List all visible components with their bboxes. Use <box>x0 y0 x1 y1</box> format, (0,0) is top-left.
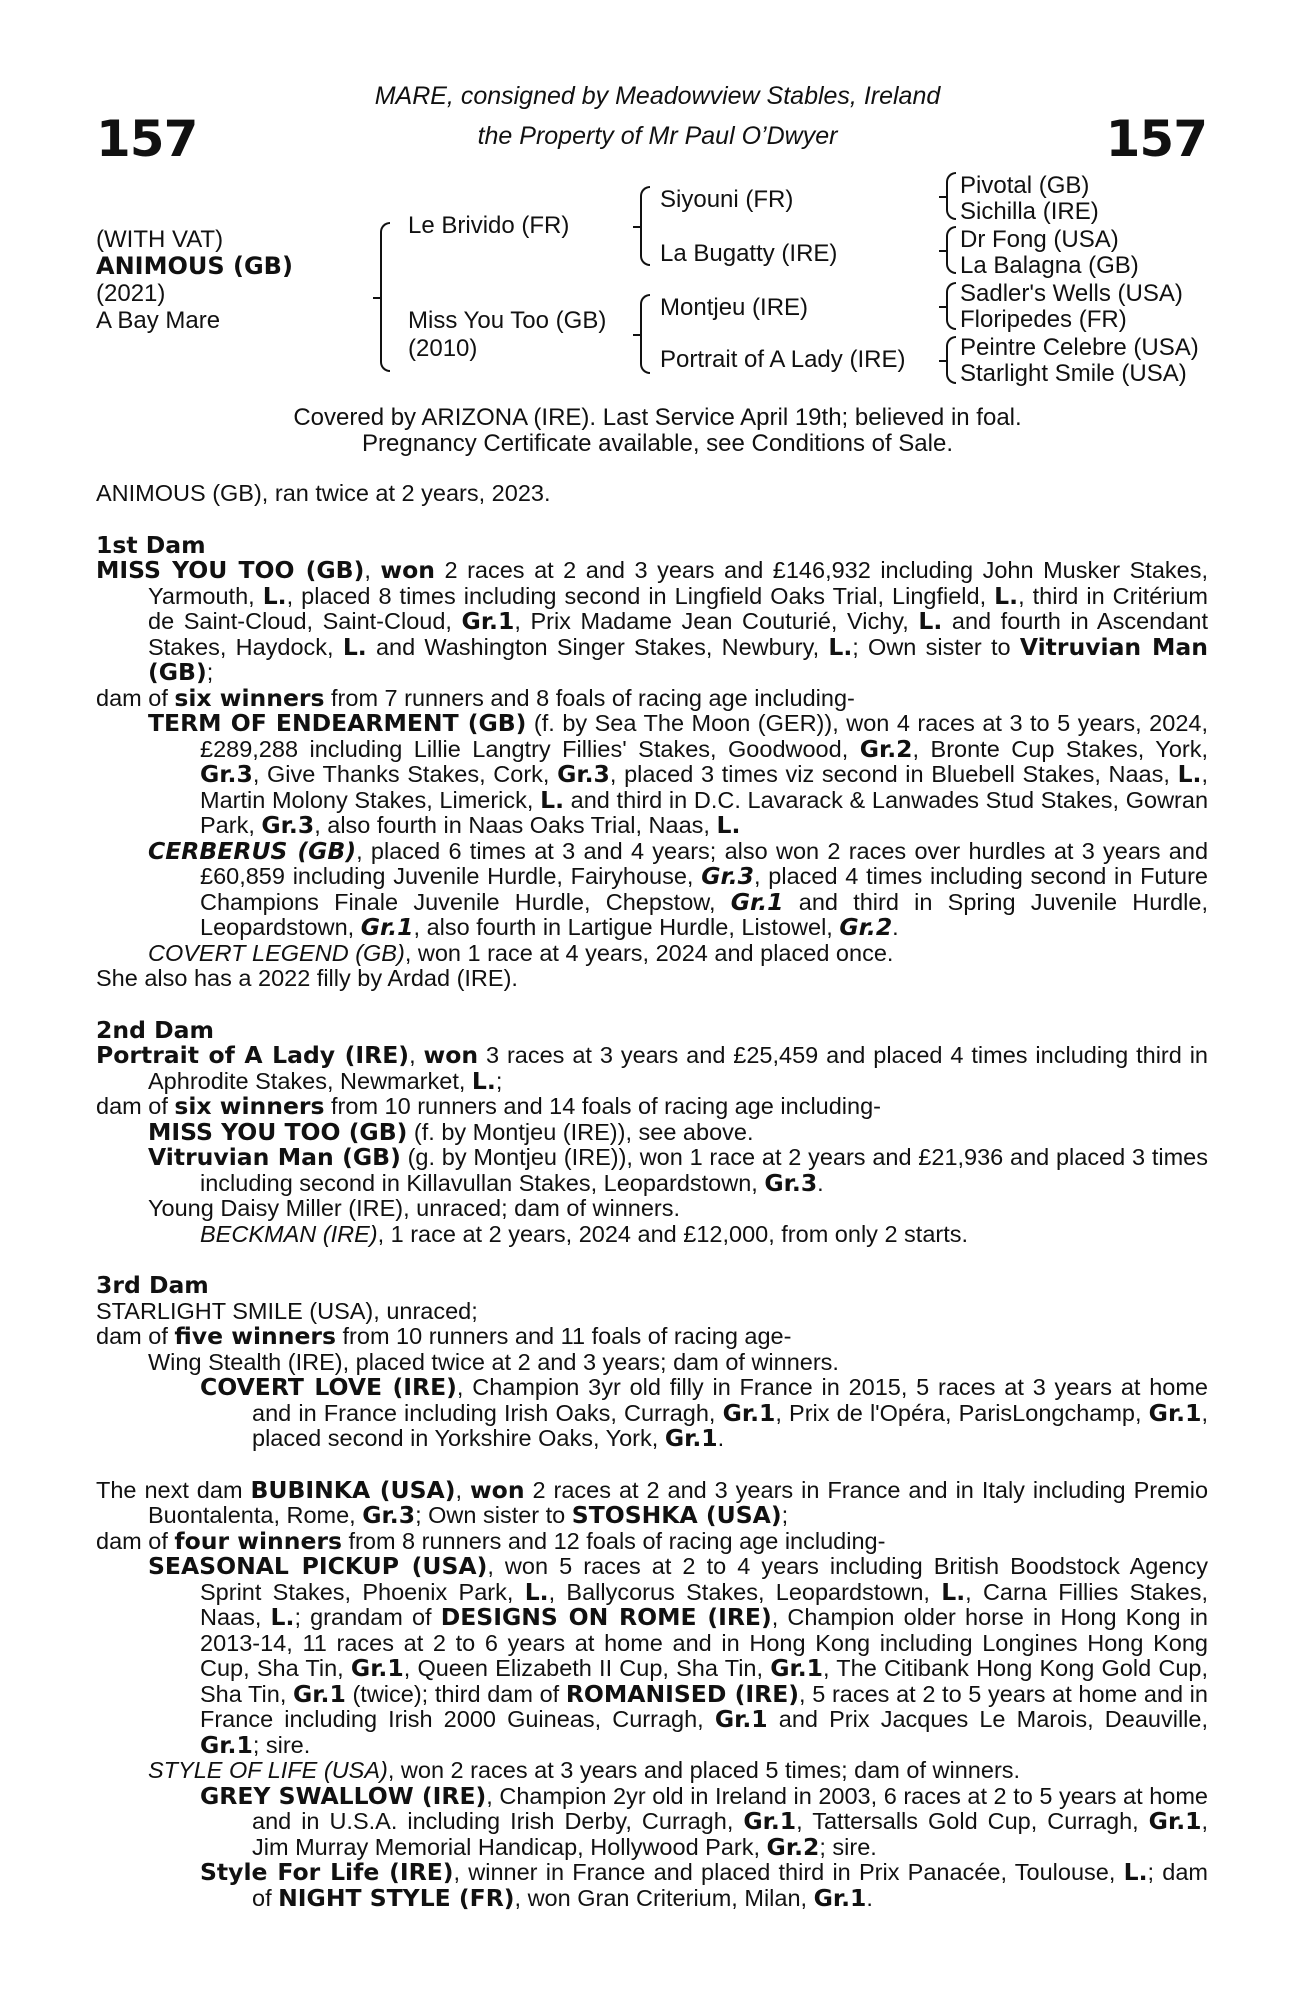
produce-wing-stealth: Wing Stealth (IRE), placed twice at 2 and 3 years; dam of winners. <box>148 1348 839 1375</box>
pedigree-sdd: La Balagna (GB) <box>960 252 1139 279</box>
pedigree-brace-sd <box>946 226 956 274</box>
next-dam-produce-summary: dam of four winners from 8 runners and 12 foals of racing age including- <box>96 1526 886 1555</box>
pedigree-dsd: Floripedes (FR) <box>960 306 1127 333</box>
pedigree-brace-main <box>380 222 390 372</box>
pedigree-brace-ss <box>946 172 956 220</box>
pedigree-sire-dam: La Bugatty (IRE) <box>660 240 838 267</box>
produce-miss-you-too: MISS YOU TOO (GB) (f. by Montjeu (IRE)), see above. <box>148 1117 754 1146</box>
vat-label: (WITH VAT) <box>96 226 224 253</box>
lot-number-left: 157 <box>96 110 198 168</box>
second-dam-produce-summary: dam of six winners from 10 runners and 14 foals of racing age including- <box>96 1092 881 1120</box>
horse-identity <box>96 226 293 334</box>
next-dam-entry: The next dam BUBINKA (USA), won 2 races at 2 and 3 years in France and in Italy including Premio Buontalenta, Rome, Gr.3; Own sister to STOSHKA (USA); <box>96 1475 1209 1529</box>
owner-line: the Property of Mr Paul O’Dwyer <box>477 122 838 150</box>
horse-year: (2021) <box>96 280 166 307</box>
pedigree-brace-sire <box>640 186 650 266</box>
produce-seasonal-pickup: SEASONAL PICKUP (USA), won 5 races at 2 to 4 years including British Boodstock Agency Sprint Stakes, Phoenix Park, L., Ballycorus Stakes, Leopardstown, L., Carna Fillies Stakes, Naas, L.; grandam of DESIGNS ON ROME (IRE), Champion older horse in Hong Kong in 2013-14, 11 races at 2 to 6 years at home and in Hong Kong including Longines Hong Kong Cup, Sha Tin, Gr.1, Queen Elizabeth II Cup, Sha Tin, Gr.1, The Citibank Hong Kong Gold Cup, Sha Tin, Gr.1 (twice); third dam of ROMANISED (IRE), 5 races at 2 to 5 years at home and in France including Irish 2000 Guineas, Curragh, Gr.1 and Prix Jacques Le Marois, Deauville, Gr.1; sire. <box>148 1552 1208 1759</box>
pedigree-dam-sire: Montjeu (IRE) <box>660 294 809 321</box>
produce-style-of-life: STYLE OF LIFE (USA), won 2 races at 3 years and placed 5 times; dam of winners. <box>148 1757 1021 1783</box>
pedigree-dds: Peintre Celebre (USA) <box>960 334 1199 361</box>
pedigree-sds: Dr Fong (USA) <box>960 226 1119 253</box>
produce-grey-swallow: GREY SWALLOW (IRE), Champion 2yr old in Ireland in 2003, 6 races at 2 to 5 years at home and in U.S.A. including Irish Derby, Curragh, Gr.1, Tattersalls Gold Cup, Curragh, Gr.1, Jim Murray Memorial Handicap, Hollywood Park, Gr.2; sire. <box>200 1781 1209 1861</box>
consignor-line: MARE, consigned by Meadowview Stables, Ireland <box>374 82 941 110</box>
pedigree-brace-ds <box>946 282 956 330</box>
produce-covert-love: COVERT LOVE (IRE), Champion 3yr old filly in France in 2015, 5 races at 3 years at home and in France including Irish Oaks, Curragh, Gr.1, Prix de l'Opéra, ParisLongchamp, Gr.1, placed second in Yorkshire Oaks, York, Gr.1. <box>200 1373 1208 1452</box>
lot-number-right: 157 <box>1105 110 1207 168</box>
first-dam-also-note: She also has a 2022 filly by Ardad (IRE). <box>96 965 518 991</box>
first-dam-produce-summary: dam of six winners from 7 runners and 8 foals of racing age including- <box>96 683 855 712</box>
pedigree-dam: Miss You Too (GB) <box>408 307 607 334</box>
pedigree-dss: Sadler's Wells (USA) <box>960 280 1183 307</box>
first-dam-heading: 1st Dam <box>96 530 206 559</box>
third-dam-entry: STARLIGHT SMILE (USA), unraced; <box>96 1297 478 1324</box>
pedigree-dam-year: (2010) <box>408 335 478 362</box>
produce-term-of-endearment: TERM OF ENDEARMENT (GB) (f. by Sea The Moon (GER)), won 4 races at 3 to 5 years, 2024, £289,288 including Lillie Langtry Fillies' Stakes, Goodwood, Gr.2, Bronte Cup Stakes, York, Gr.3, Give Thanks Stakes, Cork, Gr.3, placed 3 times viz second in Bluebell Stakes, Naas, L., Martin Molony Stakes, Limerick, L. and third in D.C. Lavarack & Lanwades Stud Stakes, Gowran Park, Gr.3, also fourth in Naas Oaks Trial, Naas, L. <box>148 709 1209 839</box>
produce-covert-legend: COVERT LEGEND (GB), won 1 race at 4 years, 2024 and placed once. <box>148 939 894 966</box>
third-dam-heading: 3rd Dam <box>96 1271 209 1299</box>
second-dam-heading: 2nd Dam <box>96 1015 214 1044</box>
pedigree-ssd: Sichilla (IRE) <box>960 198 1099 225</box>
covered-note-line1: Covered by ARIZONA (IRE). Last Service April 19th; believed in foal. <box>293 404 1022 431</box>
produce-young-daisy-miller: Young Daisy Miller (IRE), unraced; dam of winners. <box>148 1195 681 1221</box>
produce-style-for-life: Style For Life (IRE), winner in France and placed third in Prix Panacée, Toulouse, L.; dam of NIGHT STYLE (FR), won Gran Criterium, Milan, Gr.1. <box>200 1858 1208 1912</box>
pedigree-ddd: Starlight Smile (USA) <box>960 360 1187 387</box>
first-dam-entry: MISS YOU TOO (GB), won 2 races at 2 and 3 years and £146,932 including John Musker Stakes, Yarmouth, L., placed 8 times including second in Lingfield Oaks Trial, Lingfield, L., third in Critérium de Saint-Cloud, Saint-Cloud, Gr.1, Prix Madame Jean Couturié, Vichy, L. and fourth in Ascendant Stakes, Haydock, L. and Washington Singer Stakes, Newbury, L.; Own sister to Vitruvian Man (GB); <box>96 556 1209 686</box>
race-record: ANIMOUS (GB), ran twice at 2 years, 2023. <box>96 480 551 506</box>
produce-vitruvian-man: Vitruvian Man (GB) (g. by Montjeu (IRE)), won 1 race at 2 years and £21,936 and placed 3 times including second in Killavullan Stakes, Leopardstown, Gr.3. <box>148 1143 1208 1197</box>
covered-note-line2: Pregnancy Certificate available, see Conditions of Sale. <box>362 430 953 457</box>
horse-name: ANIMOUS (GB) <box>96 252 293 280</box>
dam-name: MISS YOU TOO (GB) <box>96 556 365 584</box>
pedigree-sire-sire: Siyouni (FR) <box>660 186 794 213</box>
third-dam-produce-summary: dam of five winners from 10 runners and 11 foals of racing age- <box>96 1322 792 1350</box>
produce-beckman: BECKMAN (IRE), 1 race at 2 years, 2024 and £12,000, from only 2 starts. <box>200 1220 969 1247</box>
catalogue-body <box>96 481 1208 1911</box>
pedigree-dam-dam: Portrait of A Lady (IRE) <box>660 346 906 373</box>
pedigree-sss: Pivotal (GB) <box>960 172 1090 199</box>
produce-cerberus: CERBERUS (GB), placed 6 times at 3 and 4 years; also won 2 races over hurdles at 3 years and £60,859 including Juvenile Hurdle, Fairyhouse, Gr.3, placed 4 times including second in Future Champions Finale Juvenile Hurdle, Chepstow, Gr.1 and third in Spring Juvenile Hurdle, Leopardstown, Gr.1, also fourth in Lartigue Hurdle, Listowel, Gr.2. <box>148 836 1209 941</box>
pedigree-sire: Le Brivido (FR) <box>408 212 570 239</box>
horse-description: A Bay Mare <box>96 307 221 334</box>
second-dam-entry: Portrait of A Lady (IRE), won 3 races at 3 years and £25,459 and placed 4 times including third in Aphrodite Stakes, Newmarket, L.; <box>96 1041 1209 1095</box>
pedigree-brace-dam <box>640 294 650 374</box>
pedigree-brace-dd <box>946 336 956 384</box>
